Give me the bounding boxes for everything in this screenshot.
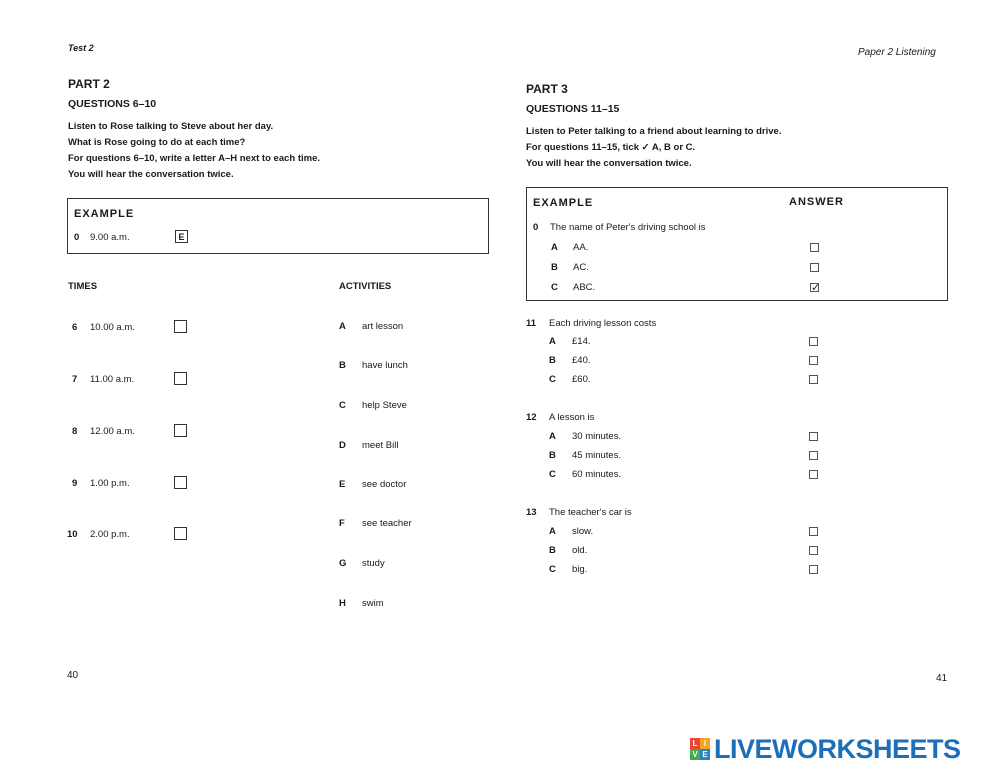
tick-box-11a[interactable] <box>809 337 818 346</box>
question-number: 12 <box>526 412 537 423</box>
option-letter: C <box>549 374 556 385</box>
activities-header: ACTIVITIES <box>339 281 392 292</box>
tick-box-12b[interactable] <box>809 451 818 460</box>
activity-letter: H <box>339 598 346 609</box>
option-letter: A <box>549 336 556 347</box>
answer-box-10[interactable] <box>174 527 187 540</box>
question-stem: A lesson is <box>549 412 595 423</box>
option-letter: C <box>549 469 556 480</box>
option-letter: A <box>549 431 556 442</box>
option-letter: C <box>549 564 556 575</box>
option-text: ABC. <box>573 282 596 293</box>
activity-text: see doctor <box>362 479 407 490</box>
activity-letter: A <box>339 321 346 332</box>
time-label: 1.00 p.m. <box>90 478 130 489</box>
question-stem: The teacher's car is <box>549 507 632 518</box>
part-3-example-box <box>526 187 948 301</box>
time-label: 10.00 a.m. <box>90 322 135 333</box>
instruction-line: Listen to Peter talking to a friend about learning to drive. <box>526 126 782 137</box>
activity-letter: G <box>339 558 347 569</box>
tick-box-13c[interactable] <box>809 565 818 574</box>
time-label: 12.00 a.m. <box>90 426 135 437</box>
logo-grid-icon <box>690 738 710 760</box>
activity-letter: D <box>339 440 346 451</box>
option-letter: B <box>549 545 556 556</box>
option-text: 30 minutes. <box>572 431 622 442</box>
time-number: 8 <box>72 426 78 437</box>
questions-11-15-title: QUESTIONS 11–15 <box>526 103 620 115</box>
part-3-instructions <box>526 124 781 172</box>
activity-text: have lunch <box>362 360 408 371</box>
tick-box-11b[interactable] <box>809 356 818 365</box>
answer-label: ANSWER <box>789 196 844 208</box>
part-2-instructions <box>68 119 320 183</box>
questions-6-10-title: QUESTIONS 6–10 <box>68 98 157 110</box>
logo-letter: I <box>700 738 710 749</box>
question-number: 13 <box>526 507 537 518</box>
answer-box-8[interactable] <box>174 424 187 437</box>
example-tick-box-b <box>810 263 819 272</box>
activity-text: art lesson <box>362 321 404 332</box>
logo-letter: V <box>690 749 700 760</box>
time-number: 6 <box>72 322 78 333</box>
activity-text: swim <box>362 598 384 609</box>
time-number: 7 <box>72 374 78 385</box>
tick-box-12a[interactable] <box>809 432 818 441</box>
answer-box-7[interactable] <box>174 372 187 385</box>
logo-letter: L <box>690 738 700 749</box>
tick-box-13a[interactable] <box>809 527 818 536</box>
instruction-line: Listen to Rose talking to Steve about her day. <box>68 121 274 132</box>
running-header-left: Test 2 <box>68 43 94 53</box>
part-3-title: PART 3 <box>526 82 568 96</box>
tick-box-13b[interactable] <box>809 546 818 555</box>
activity-text: meet Bill <box>362 440 399 451</box>
page-number-left: 40 <box>67 670 79 681</box>
option-letter: A <box>551 242 558 253</box>
option-letter: A <box>549 526 556 537</box>
answer-box-6[interactable] <box>174 320 187 333</box>
option-text: AC. <box>573 262 589 273</box>
example-number: 0 <box>74 232 80 243</box>
time-label: 2.00 p.m. <box>90 529 130 540</box>
time-number: 9 <box>72 478 78 489</box>
page-number-right: 41 <box>936 673 948 684</box>
example-time: 9.00 a.m. <box>90 232 130 243</box>
example-stem: The name of Peter's driving school is <box>550 222 706 233</box>
activity-letter: B <box>339 360 346 371</box>
option-text: 45 minutes. <box>572 450 622 461</box>
option-text: old. <box>572 545 588 556</box>
example-tick-box-a <box>810 243 819 252</box>
answer-box-9[interactable] <box>174 476 187 489</box>
option-letter: B <box>549 355 556 366</box>
liveworksheets-logo <box>690 734 961 764</box>
option-letter: C <box>551 282 558 293</box>
example-title: EXAMPLE <box>74 208 135 220</box>
option-text: £60. <box>572 374 591 385</box>
part-2-title: PART 2 <box>68 77 110 91</box>
option-text: £14. <box>572 336 591 347</box>
question-number: 11 <box>526 318 537 329</box>
tick-box-12c[interactable] <box>809 470 818 479</box>
logo-letter: E <box>700 749 710 760</box>
running-header-right: Paper 2 Listening <box>858 47 936 58</box>
question-stem: Each driving lesson costs <box>549 318 657 329</box>
activity-text: study <box>362 558 385 569</box>
example-number: 0 <box>533 222 539 233</box>
option-text: slow. <box>572 526 594 537</box>
example-tick-box-c-checked: ✓ <box>811 282 821 294</box>
option-text: AA. <box>573 242 589 253</box>
activity-text: see teacher <box>362 518 412 529</box>
instruction-line: What is Rose going to do at each time? <box>68 137 246 148</box>
activity-text: help Steve <box>362 400 407 411</box>
instruction-line: For questions 11–15, tick ✓ A, B or C. <box>526 142 696 153</box>
part-2-example-box <box>67 198 489 254</box>
time-label: 11.00 a.m. <box>90 374 135 385</box>
option-text: 60 minutes. <box>572 469 622 480</box>
activity-letter: F <box>339 518 345 529</box>
activity-letter: E <box>339 479 346 490</box>
option-text: big. <box>572 564 588 575</box>
instruction-line: For questions 6–10, write a letter A–H next to each time. <box>68 153 321 164</box>
option-text: £40. <box>572 355 591 366</box>
option-letter: B <box>551 262 558 273</box>
logo-text: LIVEWORKSHEETS <box>714 733 961 764</box>
activity-letter: C <box>339 400 346 411</box>
instruction-line: You will hear the conversation twice. <box>68 169 234 180</box>
times-header: TIMES <box>68 281 98 292</box>
tick-box-11c[interactable] <box>809 375 818 384</box>
example-answer-box: E <box>175 230 188 243</box>
instruction-line: You will hear the conversation twice. <box>526 158 692 169</box>
option-letter: B <box>549 450 556 461</box>
time-number: 10 <box>67 529 78 540</box>
example-title: EXAMPLE <box>533 197 594 209</box>
